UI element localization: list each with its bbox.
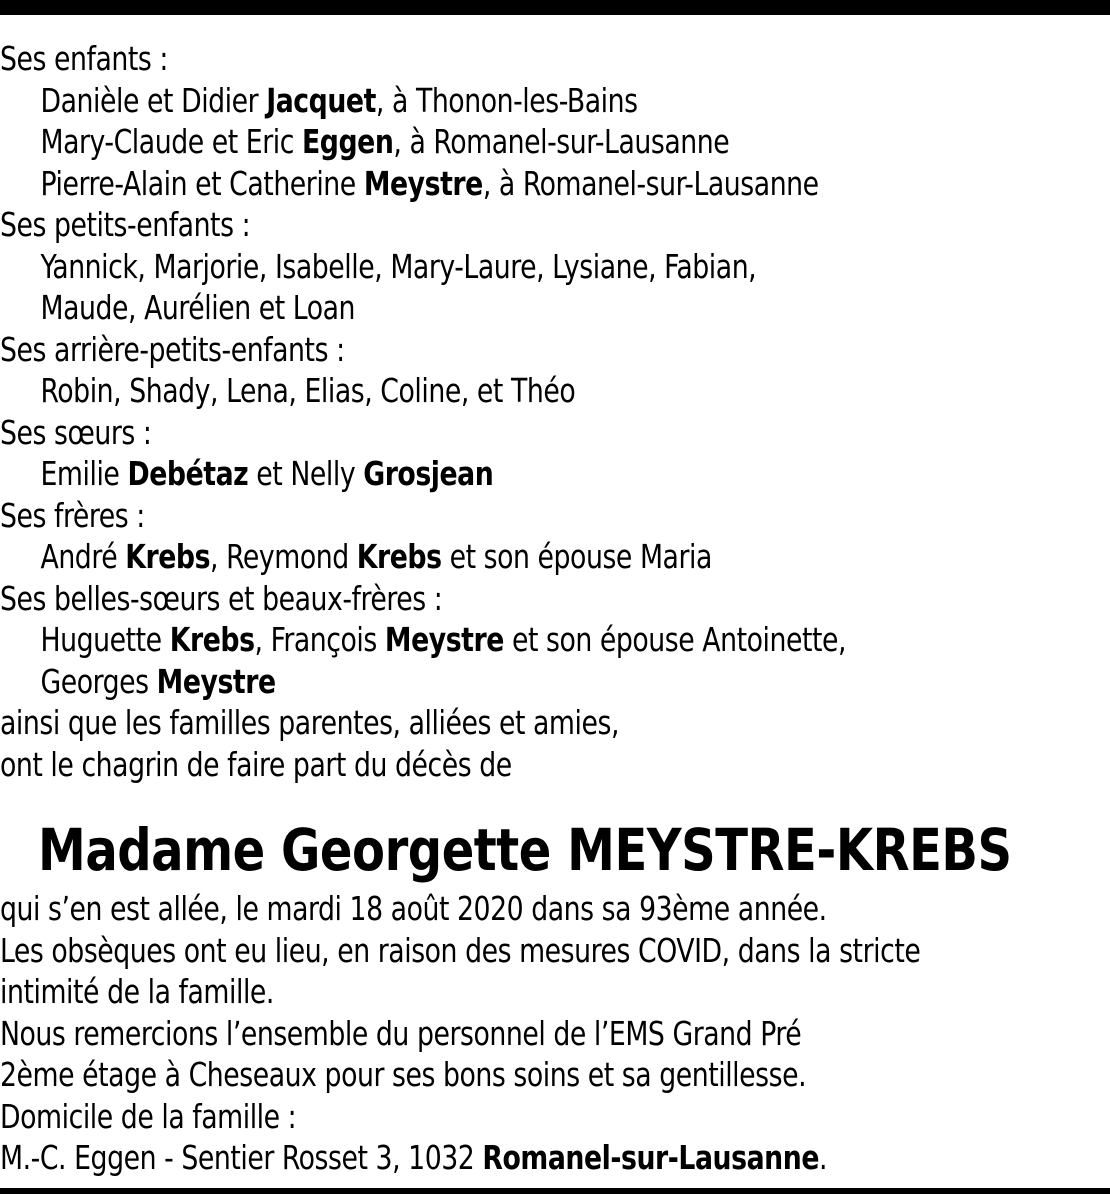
child-row: Mary-Claude et Eric Eggen, à Romanel-sur-Lausanne bbox=[40, 122, 730, 161]
brothers-heading: Ses frères : bbox=[0, 495, 145, 535]
brothers-line: André Krebs, Reymond Krebs et son épouse Maria bbox=[40, 537, 712, 576]
in-laws-line: Georges Meystre bbox=[40, 661, 276, 701]
body-line: Domicile de la famille : bbox=[0, 1096, 297, 1136]
closing-line: ainsi que les familles parentes, alliées et amies, bbox=[0, 703, 619, 742]
in-laws-line: Huguette Krebs, François Meystre et son épouse Antoinette, bbox=[40, 620, 847, 659]
grandchildren-line: Maude, Aurélien et Loan bbox=[40, 288, 356, 327]
family-address: M.-C. Eggen - Sentier Rosset 3, 1032 Romanel-sur-Lausanne. bbox=[0, 1138, 828, 1177]
in-laws-heading: Ses belles-sœurs et beaux-frères : bbox=[0, 578, 443, 618]
body-line: 2ème étage à Cheseaux pour ses bons soins et sa gentillesse. bbox=[0, 1055, 807, 1094]
child-row: Pierre-Alain et Catherine Meystre, à Romanel-sur-Lausanne bbox=[40, 163, 819, 203]
body-line: Les obsèques ont eu lieu, en raison des mesures COVID, dans la stricte bbox=[0, 930, 921, 970]
notice-body bbox=[0, 888, 1110, 1179]
sisters-heading: Ses sœurs : bbox=[0, 412, 152, 452]
great-grandchildren-heading: Ses arrière-petits-enfants : bbox=[0, 329, 345, 369]
grandchildren-line: Yannick, Marjorie, Isabelle, Mary-Laure, Lysiane, Fabian, bbox=[40, 246, 757, 286]
children-heading: Ses enfants : bbox=[0, 39, 168, 78]
deceased-name: Madame Georgette MEYSTRE-KREBS bbox=[38, 816, 1012, 884]
body-line: intimité de la famille. bbox=[0, 972, 274, 1011]
great-grandchildren-line: Robin, Shady, Lena, Elias, Coline, et Théo bbox=[40, 371, 576, 410]
body-line: qui s’en est allée, le mardi 18 août 2020 dans sa 93ème année. bbox=[0, 889, 827, 928]
body-line: Nous remercions l’ensemble du personnel de l’EMS Grand Pré bbox=[0, 1013, 802, 1053]
sisters-line: Emilie Debétaz et Nelly Grosjean bbox=[40, 454, 494, 493]
top-border-rule bbox=[0, 0, 1110, 15]
family-list bbox=[0, 38, 1110, 915]
grandchildren-heading: Ses petits-enfants : bbox=[0, 205, 251, 244]
closing-line: ont le chagrin de faire part du décès de bbox=[0, 744, 512, 784]
child-row: Danièle et Didier Jacquet, à Thonon-les-Bains bbox=[40, 80, 638, 120]
bottom-border-rule bbox=[0, 1188, 1110, 1194]
